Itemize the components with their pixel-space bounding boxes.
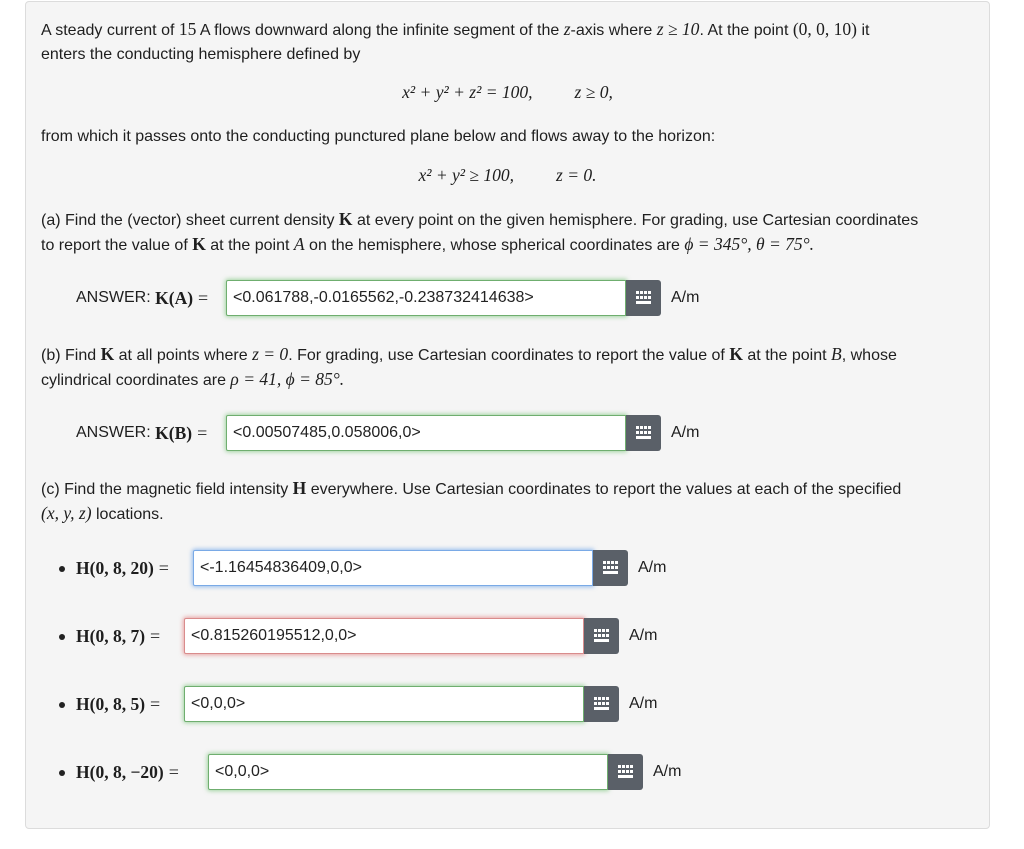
list-bullet	[59, 634, 65, 640]
equation-hemisphere: x² + y² + z² = 100, z ≥ 0,	[402, 82, 613, 102]
keyboard-icon	[594, 697, 610, 711]
list-bullet	[59, 702, 65, 708]
part-b-answer-input[interactable]	[226, 415, 626, 451]
part-c-item-1-keyboard-button[interactable]	[593, 550, 628, 586]
part-b-answer-label: ANSWER: K(B) =	[76, 422, 208, 443]
part-c-item-3-keyboard-button[interactable]	[584, 686, 619, 722]
keyboard-icon	[594, 629, 610, 643]
part-a-answer-input[interactable]	[226, 280, 626, 316]
part-c-item-2-label: H(0, 8, 7) =	[76, 625, 161, 646]
problem-card	[25, 1, 990, 829]
part-c-item-4-keyboard-button[interactable]	[608, 754, 643, 790]
list-bullet	[59, 770, 65, 776]
part-c-line-1: (c) Find the magnetic field intensity H everywhere. Use Cartesian coordinates to report the values at each of the specified	[41, 478, 902, 498]
keyboard-icon	[636, 291, 652, 305]
intro-line-2: enters the conducting hemisphere defined by	[41, 46, 361, 63]
part-c-item-4-input[interactable]	[208, 754, 608, 790]
list-bullet	[59, 566, 65, 572]
part-a-answer-label: ANSWER: K(A) =	[76, 287, 209, 308]
part-b-keyboard-button[interactable]	[626, 415, 661, 451]
part-b-line-2: cylindrical coordinates are ρ = 41, ϕ = 85°.	[41, 369, 345, 389]
part-c-item-2-unit: A/m	[629, 627, 658, 644]
keyboard-icon	[603, 561, 619, 575]
part-c-item-1-unit: A/m	[638, 559, 667, 576]
part-c-item-4-label: H(0, 8, −20) =	[76, 761, 179, 782]
part-a-unit: A/m	[671, 289, 700, 306]
part-a-line-2: to report the value of K at the point A on the hemisphere, whose spherical coordinates are ϕ = 345°, θ = 75°.	[41, 234, 815, 254]
equation-plane: x² + y² ≥ 100, z = 0.	[418, 165, 597, 185]
part-c-item-3-label: H(0, 8, 5) =	[76, 693, 161, 714]
part-c-item-3-input[interactable]	[184, 686, 584, 722]
part-c-item-3-unit: A/m	[629, 695, 658, 712]
keyboard-icon	[636, 426, 652, 440]
part-a-keyboard-button[interactable]	[626, 280, 661, 316]
intro-line-3: from which it passes onto the conducting punctured plane below and flows away to the horizon:	[41, 128, 716, 145]
part-b-line-1: (b) Find K at all points where z = 0. For grading, use Cartesian coordinates to report the value of K at the point B, whose	[41, 344, 897, 364]
part-c-item-1-input[interactable]	[193, 550, 593, 586]
part-c-item-4-unit: A/m	[653, 763, 682, 780]
part-c-item-1-label: H(0, 8, 20) =	[76, 557, 169, 578]
part-c-item-2-keyboard-button[interactable]	[584, 618, 619, 654]
part-c-line-2: (x, y, z) locations.	[41, 503, 164, 523]
intro-line-1: A steady current of 15 A flows downward along the infinite segment of the z-axis where z ≥ 10. At the point (0, 0, 10) it	[41, 19, 870, 39]
part-b-unit: A/m	[671, 424, 700, 441]
keyboard-icon	[618, 765, 634, 779]
part-c-item-2-input[interactable]	[184, 618, 584, 654]
part-a-line-1: (a) Find the (vector) sheet current density K at every point on the given hemisphere. For grading, use Cartesian coordinates	[41, 209, 919, 229]
